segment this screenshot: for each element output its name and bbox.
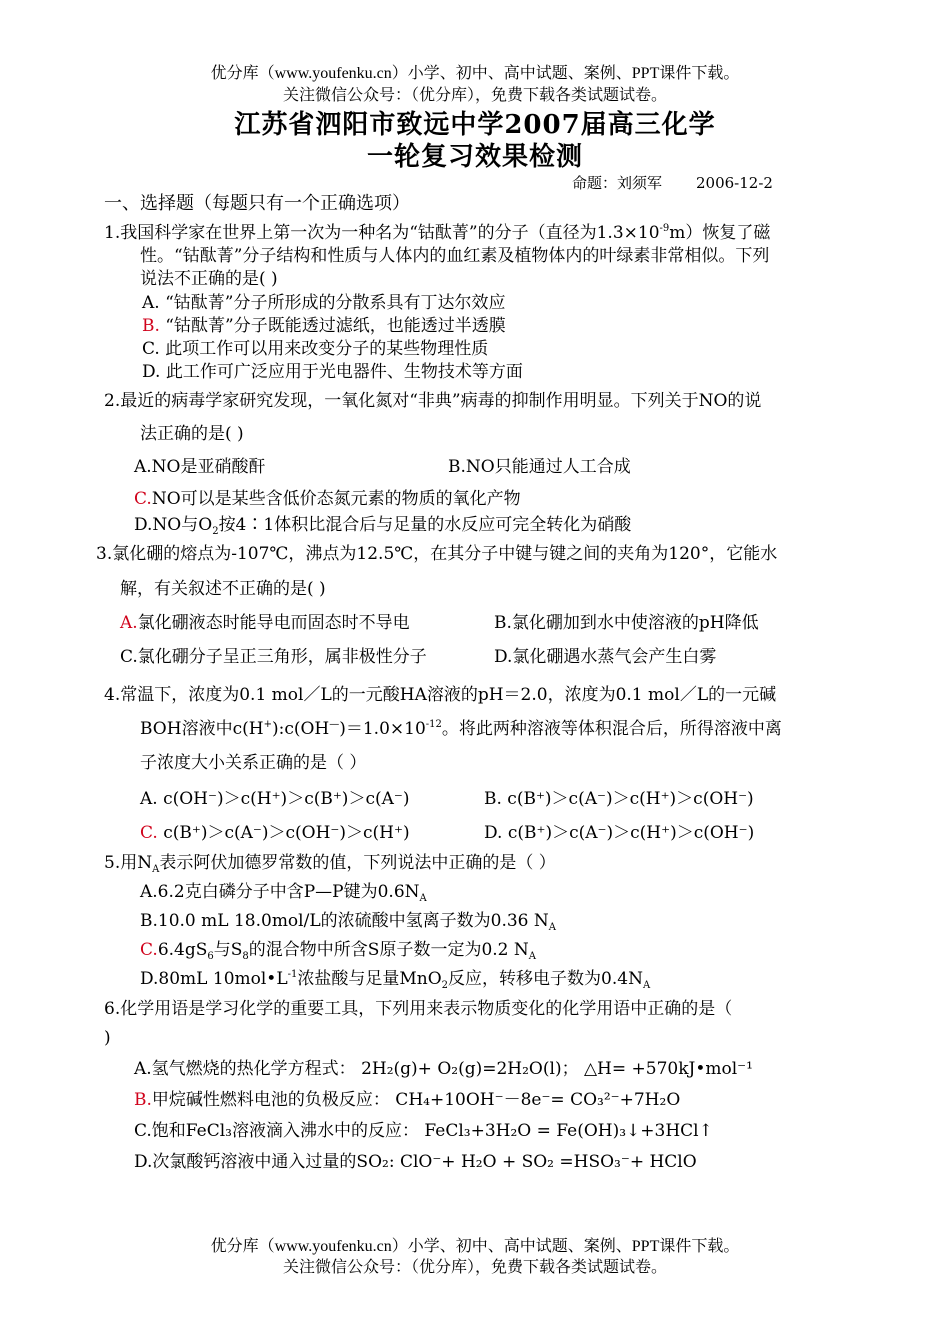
q3-stem-line-1: 3.氯化硼的熔点为-107℃，沸点为12.5℃，在其分子中键与键之间的夹角为120°，它能水 (96, 544, 778, 564)
q4-stem-line-1: 4.常温下，浓度为0.1 mol／L的一元酸HA溶液的pH＝2.0，浓度为0.1 mol／L的一元碱 (104, 685, 777, 705)
q1-stem-line-2: 性。“钴酞菁”分子结构和性质与人体内的血红素及植物体内的叶绿素非常相似。下列 (140, 246, 770, 266)
q3-option-a: A.氯化硼液态时能导电而固态时不导电 (120, 613, 410, 633)
q1-stem-line-3: 说法不正确的是( ) (140, 269, 278, 289)
date: 2006-12-2 (696, 174, 773, 192)
q3-option-b: B.氯化硼加到水中使溶液的pH降低 (494, 613, 759, 633)
q6-stem-line-2: ) (104, 1028, 111, 1048)
q1-stem-line-1: 1.我国科学家在世界上第一次为一种名为“钴酞菁”的分子（直径为$1.3\times 10^{-9}m$）恢复了磁 (104, 223, 771, 243)
q6-option-c: C.饱和FeCl₃溶液滴入沸水中的反应： FeCl₃+3H₂O = Fe(OH)₃↓+3HCl↑ (134, 1121, 713, 1141)
q2-option-d: D.NO与$O_2$按4∶1体积比混合后与足量的水反应可完全转化为硝酸 (134, 515, 632, 537)
q2-option-a: A.NO是亚硝酸酐 (134, 457, 266, 477)
q6-stem-line-1: 6.化学用语是学习化学的重要工具，下列用来表示物质变化的化学用语中正确的是（ (104, 999, 733, 1019)
header-line-2: 关注微信公众号：（优分库），免费下载各类试题试卷。 (282, 87, 667, 104)
q4-option-d: D. c(B⁺)＞c(A⁻)＞c(H⁺)＞c(OH⁻) (484, 823, 755, 843)
footer-line-2: 关注微信公众号：（优分库），免费下载各类试题试卷。 (282, 1259, 667, 1276)
q6-option-b: B.甲烷碱性燃料电池的负极反应： CH₄+10OH⁻－8e⁻= CO₃²⁻+7H₂O (134, 1090, 681, 1110)
doc-title-line-1: 江苏省泗阳市致远中学2007届高三化学 (234, 110, 716, 140)
section-heading: 一、选择题（每题只有一个正确选项） (104, 193, 410, 214)
q5-option-b: B.10.0 mL 18.0mol/L的浓硫酸中氢离子数为0.36 $N_A$ (140, 911, 556, 933)
q4-option-c: C. c(B⁺)＞c(A⁻)＞c(OH⁻)＞c(H⁺) (140, 823, 410, 843)
q4-stem-line-2: BOH溶液中$c(H^+):c(OH^—)=1.0\times 10^{-12}$。将此两种溶液等体积混合后，所得溶液中离 (140, 719, 782, 739)
q4-option-b: B. c(B⁺)＞c(A⁻)＞c(H⁺)＞c(OH⁻) (484, 789, 754, 809)
q2-stem-line-2: 法正确的是( ) (140, 424, 244, 444)
q2-option-b: B.NO只能通过人工合成 (448, 457, 631, 477)
header-line-1: 优分库（www.youfenku.cn）小学、初中、高中试题、案例、PPT课件下载。 (210, 65, 740, 82)
q5-stem: 5.用$N_A$表示阿伏加德罗常数的值，下列说法中正确的是（ ） (104, 853, 556, 875)
q1-option-d: D. 此工作可广泛应用于光电器件、生物技术等方面 (142, 362, 523, 382)
q3-option-d: D.氯化硼遇水蒸气会产生白雾 (494, 647, 717, 667)
q6-option-d: D.次氯酸钙溶液中通入过量的SO₂: ClO⁻+ H₂O + SO₂ =HSO₃⁻+ HClO (134, 1152, 697, 1172)
q6-option-a: A.氢气燃烧的热化学方程式： 2H₂(g)+ O₂(g)=2H₂O(l)； △H= +570kJ•mol⁻¹ (134, 1059, 753, 1079)
q5-option-c: $C.6.4gS_6$与$S_8$的混合物中所含S原子数一定为0.2 $N_A$ (140, 940, 536, 962)
q4-stem-line-3: 子浓度大小关系正确的是（ ） (140, 753, 367, 773)
doc-title-line-2: 一轮复习效果检测 (366, 142, 583, 172)
q3-option-c: C.氯化硼分子呈正三角形，属非极性分子 (120, 647, 427, 667)
author: 命题：刘须军 (572, 174, 663, 192)
q1-option-b: B. “钴酞菁”分子既能透过滤纸，也能透过半透膜 (142, 316, 506, 336)
q3-stem-line-2: 解，有关叙述不正确的是( ) (120, 579, 326, 599)
q2-stem-line-1: 2.最近的病毒学家研究发现，一氧化氮对“非典”病毒的抑制作用明显。下列关于NO的说 (104, 391, 762, 411)
q5-option-d: D.80mL $10mol•L^{-1}$浓盐酸与足量MnO$_2$反应，转移电子数为$0.4N_A$ (140, 969, 651, 991)
q4-option-a: A. c(OH⁻)＞c(H⁺)＞c(B⁺)＞c(A⁻) (140, 789, 410, 809)
q5-option-a: A.6.2克白磷分子中含P—P键为$0.6N_A$ (140, 882, 427, 904)
q1-option-c: C. 此项工作可以用来改变分子的某些物理性质 (142, 339, 489, 359)
footer-line-1: 优分库（www.youfenku.cn）小学、初中、高中试题、案例、PPT课件下载。 (210, 1238, 740, 1255)
q2-option-c: C.NO可以是某些含低价态氮元素的物质的氧化产物 (134, 489, 521, 509)
q1-option-a: A. “钴酞菁”分子所形成的分散系具有丁达尔效应 (142, 293, 506, 313)
